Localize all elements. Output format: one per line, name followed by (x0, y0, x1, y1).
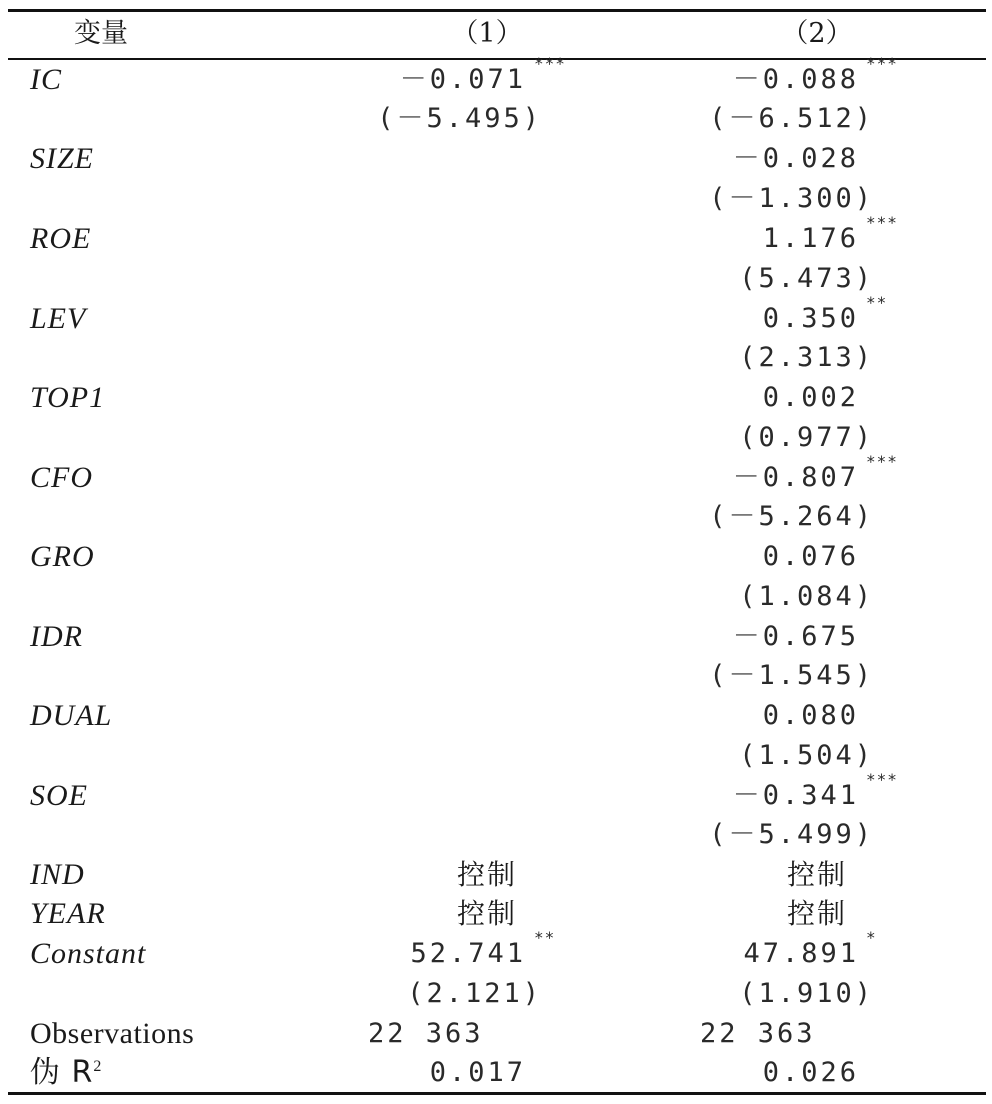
pseudo-r2-label: 伪 R (30, 1055, 94, 1090)
coef-col2: －0.028 (732, 143, 859, 174)
sig-stars-col2: *** (866, 54, 898, 73)
table-row-gro (0, 537, 992, 577)
sig-stars-col1: *** (534, 54, 566, 73)
table-row-lev (0, 293, 992, 339)
coef-col2: －0.341 (732, 780, 859, 811)
table-row-lev-tstat (0, 338, 992, 378)
coef-col2: 0.080 (762, 700, 859, 731)
table-header-row (0, 14, 992, 54)
var-name: Constant (30, 937, 147, 970)
header-variable: 变量 (74, 18, 128, 49)
var-name: GRO (30, 540, 95, 573)
control-col1: 控制 (456, 897, 517, 930)
var-name: DUAL (30, 699, 113, 732)
var-name: IND (30, 858, 85, 891)
coef-col1: 52.741 (410, 938, 526, 969)
table-row-top1 (0, 378, 992, 418)
table-row-ic (0, 54, 992, 100)
tstat-col2: (－1.545) (709, 660, 874, 691)
table-row-cfo (0, 452, 992, 498)
table-row-roe (0, 213, 992, 259)
table-row-soe (0, 770, 992, 816)
table-row-dual (0, 696, 992, 736)
var-name: LEV (30, 302, 87, 335)
tstat-col2: (－1.300) (709, 183, 874, 214)
table-row-dual-tstat (0, 736, 992, 776)
table-row-pseudo-r2 (0, 1053, 992, 1093)
coef-col2: 0.076 (762, 541, 859, 572)
var-name: TOP1 (30, 381, 106, 414)
tstat-col2: (－5.499) (709, 819, 874, 850)
coef-col2: 47.891 (743, 938, 859, 969)
var-name: SOE (30, 779, 88, 812)
r2-col1: 0.017 (429, 1057, 526, 1088)
obs-col2: 22 363 (700, 1018, 816, 1049)
control-col2: 控制 (786, 858, 847, 891)
table-row-constant-tstat (0, 974, 992, 1014)
control-col1: 控制 (456, 858, 517, 891)
tstat-col2: (0.977) (739, 422, 874, 453)
var-name: ROE (30, 222, 92, 255)
table-row-size-tstat (0, 179, 992, 219)
sig-stars-col2: * (866, 928, 877, 947)
tstat-col2: (－6.512) (709, 103, 874, 134)
var-name: CFO (30, 461, 93, 494)
table-row-soe-tstat (0, 815, 992, 855)
table-row-size (0, 139, 992, 179)
tstat-col1: (－5.495) (377, 103, 542, 134)
var-name (30, 1053, 102, 1093)
coef-col2: 0.002 (762, 382, 859, 413)
obs-col1: 22 363 (368, 1018, 484, 1049)
table-row-constant (0, 928, 992, 974)
pseudo-r2-superscript: 2 (93, 1058, 102, 1075)
tstat-col1: (2.121) (407, 978, 542, 1009)
coef-col2: －0.807 (732, 462, 859, 493)
table-row-ic-tstat (0, 99, 992, 139)
coef-col2: －0.675 (732, 621, 859, 652)
table-row-cfo-tstat (0, 497, 992, 537)
r2-col2: 0.026 (762, 1057, 859, 1088)
table-row-year (0, 894, 992, 934)
table-row-ind (0, 855, 992, 895)
table-row-idr-tstat (0, 656, 992, 696)
table-row-observations (0, 1014, 992, 1054)
coef-col1: －0.071 (399, 64, 526, 95)
table-bottom-rule (8, 1092, 986, 1095)
coef-col2: 0.350 (762, 303, 859, 334)
sig-stars-col2: ** (866, 293, 888, 312)
tstat-col2: (5.473) (739, 263, 874, 294)
header-col1: （1） (451, 18, 523, 49)
tstat-col2: (1.910) (739, 978, 874, 1009)
var-name: IC (30, 63, 62, 96)
control-col2: 控制 (786, 897, 847, 930)
table-row-idr (0, 617, 992, 657)
table-row-gro-tstat (0, 577, 992, 617)
var-name: Observations (30, 1017, 195, 1050)
sig-stars-col2: *** (866, 213, 898, 232)
var-name: IDR (30, 620, 83, 653)
tstat-col2: (1.084) (739, 581, 874, 612)
coef-col2: 1.176 (762, 223, 859, 254)
tstat-col2: (2.313) (739, 342, 874, 373)
tstat-col2: (1.504) (739, 740, 874, 771)
header-col2: （2） (781, 18, 853, 49)
tstat-col2: (－5.264) (709, 501, 874, 532)
table-top-rule (8, 9, 986, 12)
table-row-roe-tstat (0, 259, 992, 299)
sig-stars-col2: *** (866, 452, 898, 471)
sig-stars-col2: *** (866, 770, 898, 789)
var-name: SIZE (30, 142, 94, 175)
coef-col2: －0.088 (732, 64, 859, 95)
sig-stars-col1: ** (534, 928, 556, 947)
table-row-top1-tstat (0, 418, 992, 458)
var-name: YEAR (30, 897, 106, 930)
